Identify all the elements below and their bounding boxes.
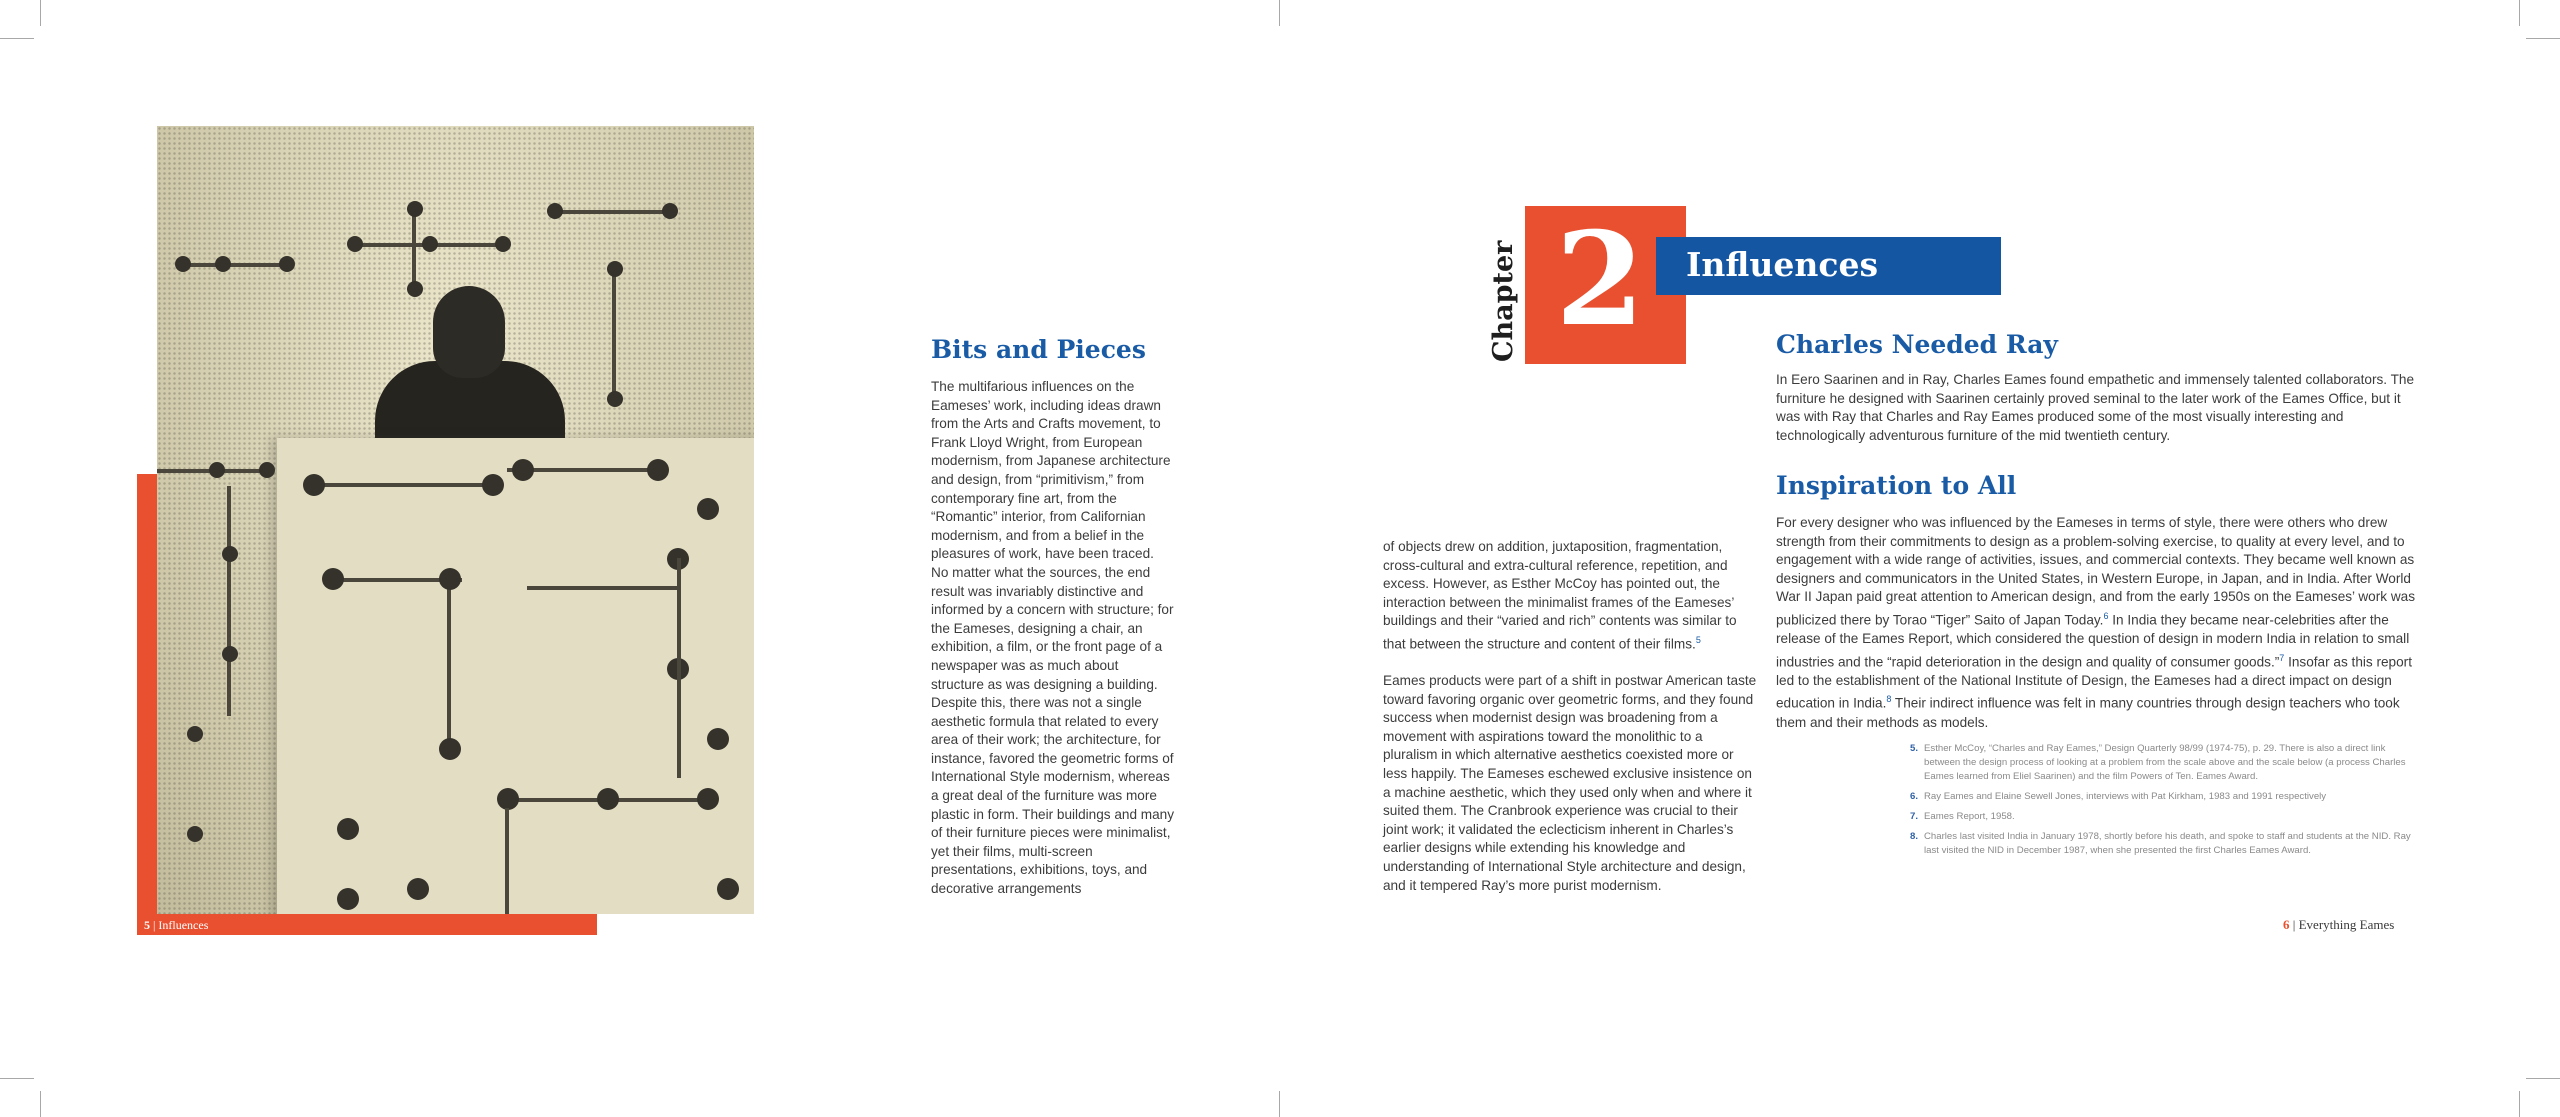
photo-pattern	[347, 236, 363, 252]
crop-mark	[2519, 1091, 2520, 1117]
section-heading: Inspiration to All	[1776, 471, 2017, 500]
folio-label: Influences	[158, 918, 209, 932]
body-column	[931, 378, 1175, 899]
photo-pattern	[422, 236, 438, 252]
footnote-ref[interactable]: 7	[2279, 652, 2285, 663]
photo-pattern	[222, 546, 238, 562]
footnote-text: Eames Report, 1958.	[1924, 811, 2015, 822]
body-text: of objects drew on addition, juxtaposition, fragmentation, cross-cultural and extra-cultural reference, repetition, and excess. However, as Esther McCoy has pointed out, the interaction between the minimalist frames of the Eameses’ buildings and their “varied and rich” contents was similar to that between the structure and content of their films.	[1383, 539, 1737, 652]
photo-pattern	[312, 483, 492, 487]
body-paragraph: The multifarious influences on the Eameses’ work, including ideas drawn from the Arts and Crafts movement, to Frank Lloyd Wright, from European modernism, from Japanese architecture and design, from “primitivism,” from contemporary fine art, from the “Romantic” interior, from Californian modernism, and from a belief in the pleasures of work, have been traced. No matter what the sources, the end result was invariably distinctive and informed by a concern with structure; for the Eameses, designing a chair, an exhibition, a film, or the front page of a newspaper was as much about structure as was designing a building. Despite this, there was not a single aesthetic formula that related to every area of their work; the architecture, for instance, favored the geometric forms of International Style modernism, whereas a great deal of the furniture was more plastic in form. Their buildings and many of their furniture pieces were minimalist, yet their films, multi-screen presentations, exhibitions, toys, and decorative arrangements	[931, 379, 1175, 897]
photo-pattern	[607, 391, 623, 407]
photo-pattern	[177, 263, 287, 267]
photo-pattern	[677, 558, 681, 778]
crop-mark	[0, 38, 34, 39]
photo-pattern	[717, 878, 739, 900]
crop-mark	[2519, 0, 2520, 26]
body-paragraph	[1383, 538, 1759, 654]
photo-pattern	[279, 256, 295, 272]
left-folio: 5 | Influences	[144, 918, 209, 932]
photo-pattern	[407, 878, 429, 900]
photo-pattern	[607, 261, 623, 277]
footnote-number: 8.	[1910, 831, 1919, 842]
photo-pattern	[412, 206, 416, 286]
footnote-ref[interactable]: 5	[1695, 634, 1701, 645]
crop-mark	[0, 1078, 34, 1079]
photo-pattern	[407, 281, 423, 297]
photo-pattern	[439, 568, 461, 590]
folio-number: 6	[2283, 917, 2290, 932]
photograph	[157, 126, 754, 914]
body-text: Their indirect influence was felt in many countries through design teachers who took them and their methods as models.	[1776, 695, 2400, 730]
footnote-text: Ray Eames and Elaine Sewell Jones, interviews with Pat Kirkham, 1983 and 1991 respectively	[1924, 791, 2327, 802]
chapter-number: 2	[1555, 205, 1645, 355]
footnote	[1910, 742, 2415, 784]
crop-mark	[40, 0, 41, 26]
body-paragraph	[1776, 514, 2416, 732]
chapter-title: Influences	[1686, 245, 1879, 284]
body-text: For every designer who was influenced by the Eameses in terms of style, there were others who drew strength from their commitments to design as a problem-solving exercise, to quality at every level, and to engagement with a wide range of activities, issues, and commercial contexts. They became well known as designers and communicators in the United States, in Western Europe, in Japan, and in India. After World War II Japan paid great attention to American design, and from the early 1950s on the Eameses’ work was publicized there by Torao “Tiger” Saito of Japan Today.	[1776, 515, 2415, 628]
photo-pattern	[322, 568, 344, 590]
body-column	[1776, 371, 2416, 445]
section-heading: Charles Needed Ray	[1776, 330, 2058, 359]
photo-pattern	[495, 236, 511, 252]
photo-pattern	[439, 738, 461, 760]
photo-pattern	[697, 498, 719, 520]
photo-pattern	[597, 788, 619, 810]
footnote-number: 7.	[1910, 811, 1919, 822]
photo-pattern	[259, 462, 275, 478]
crop-mark	[1279, 0, 1280, 26]
footnote-ref[interactable]: 8	[1886, 694, 1892, 705]
photo-pattern	[647, 459, 669, 481]
photo-fabric-sheet	[277, 438, 754, 914]
body-text: In India they became near-celebrities after the release of the Eames Report, which considered the question of design in modern India in relation to small industries and the “rapid deterioration in the design and quality of consumer goods.”	[1776, 612, 2410, 670]
photo-pattern	[337, 818, 359, 840]
photo-person	[433, 286, 505, 378]
footnote-text: Esther McCoy, “Charles and Ray Eames,” Design Quarterly 98/99 (1974-75), p. 29. There is also a direct link between the design process of looking at a problem from the scale above and the scale below (a process Charles Eames learned from Eliel Saarinen) and the film Powers of Ten. Eames Award.	[1924, 743, 2406, 782]
footnote-number: 6.	[1910, 791, 1919, 802]
photo-pattern	[227, 486, 231, 716]
folio-number: 5	[144, 918, 150, 932]
crop-mark	[1279, 1091, 1280, 1117]
photo-pattern	[407, 201, 423, 217]
photo-pattern	[222, 646, 238, 662]
body-text: Insofar as this report led to the establishment of the National Institute of Design, the Eameses had a direct impact on design education in India.	[1776, 654, 2412, 711]
photo-pattern	[697, 788, 719, 810]
body-paragraph: In Eero Saarinen and in Ray, Charles Eames found empathetic and immensely talented collaborators. The furniture he designed with Saarinen certainly proved seminal to the later work of the Eames Office, but it was with Ray that Charles and Ray Eames produced some of the most visually interesting and technologically adventurous furniture of the mid twentieth century.	[1776, 372, 2415, 443]
photo-pattern	[209, 462, 225, 478]
photo-pattern	[187, 826, 203, 842]
body-paragraph: Eames products were part of a shift in postwar American taste toward favoring organic over geometric forms, and they found success when modernist design was broadening from a movement with aspirations toward the monolithic to a pluralism in which alternative aesthetics coexisted more or less happily. The Eameses eschewed exclusive insistence on a machine aesthetic, which they used only when and where it suited them. The Cranbrook experience was crucial to their joint work; it validated the eclecticism inherent in Charles’s earlier designs while extending his knowledge and understanding of International Style architecture and design, and it tempered Ray’s more purist modernism.	[1383, 673, 1757, 893]
photo-pattern	[175, 256, 191, 272]
photo-pattern	[707, 728, 729, 750]
photo-pattern	[505, 808, 509, 914]
photo-pattern	[612, 266, 616, 396]
photo-pattern	[497, 788, 519, 810]
photo-pattern	[215, 256, 231, 272]
photo-pattern	[447, 578, 451, 748]
photo-pattern	[527, 586, 677, 590]
footnote-ref[interactable]: 6	[2103, 610, 2109, 621]
photo-pattern	[547, 203, 563, 219]
photo-pattern	[337, 888, 359, 910]
section-heading: Bits and Pieces	[931, 335, 1146, 364]
photo-pattern	[552, 210, 672, 214]
right-folio: 6 | Everything Eames	[2283, 917, 2395, 932]
photo-pattern	[512, 459, 534, 481]
footnote	[1910, 790, 2415, 804]
photo-pattern	[662, 203, 678, 219]
chapter-label: Chapter	[1488, 240, 1519, 362]
body-column	[1383, 538, 1759, 895]
footnote-text: Charles last visited India in January 1978, shortly before his death, and spoke to staff and students at the NID. Ray last visited the NID in December 1987, when she presented the first Charles Eames Award.	[1924, 831, 2411, 856]
footnote	[1910, 830, 2415, 858]
folio-label: Everything Eames	[2298, 917, 2395, 932]
crop-mark	[2526, 1078, 2560, 1079]
body-column	[1776, 514, 2416, 732]
crop-mark	[2526, 38, 2560, 39]
footnote-number: 5.	[1910, 743, 1919, 754]
crop-mark	[40, 1091, 41, 1117]
photo-pattern	[482, 474, 504, 496]
photo-pattern	[187, 726, 203, 742]
photo-pattern	[303, 474, 325, 496]
footnotes	[1910, 742, 2415, 864]
footnote	[1910, 810, 2415, 824]
